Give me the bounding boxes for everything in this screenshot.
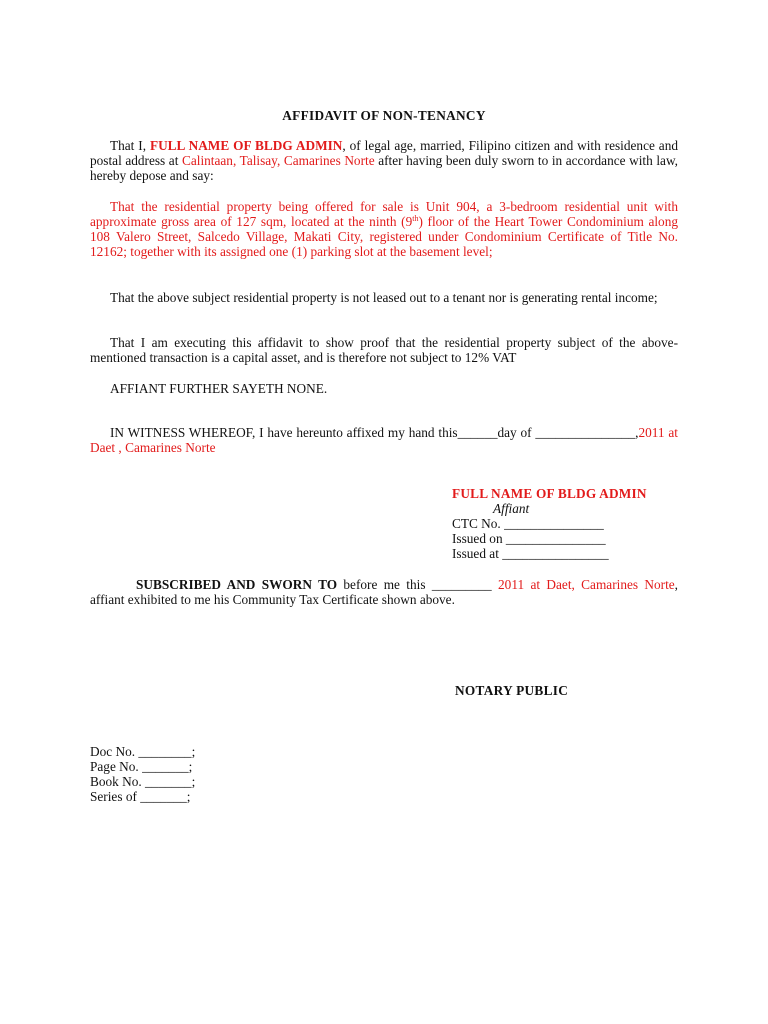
p2-text-b: ) floor of the Heart Tower Condominium along 108 Valero Street, Salcedo Village, Makati City, registered under Condominium Certificate of Title No. 12162; together with its assigned one (1) parking slot at the basement level; bbox=[90, 214, 678, 259]
affiant-signature-block bbox=[452, 486, 647, 561]
subscribed-sworn-heading: SUBSCRIBED AND SWORN TO bbox=[136, 577, 338, 592]
paragraph-not-leased: That the above subject residential property is not leased out to a tenant nor is generating rental income; bbox=[110, 290, 658, 305]
paragraph-capital-asset: That I am executing this affidavit to show proof that the residential property subject of the above-mentioned transaction is a capital asset, and is therefore not subject to 12% VAT bbox=[90, 335, 678, 365]
notarial-register-block bbox=[90, 744, 195, 804]
affiant-label: Affiant bbox=[493, 501, 530, 516]
p6-date-place: 2011 at Daet , Camarines Norte bbox=[90, 425, 678, 455]
declarant-address: Calintaan, Talisay, Camarines Norte bbox=[182, 153, 375, 168]
paragraph-sayeth-none: AFFIANT FURTHER SAYETH NONE. bbox=[110, 381, 328, 396]
p1-text-a: That I, bbox=[110, 138, 150, 153]
series-line: Series of _______; bbox=[90, 789, 191, 804]
issued-at-line: Issued at ________________ bbox=[452, 546, 609, 561]
notary-public-label: NOTARY PUBLIC bbox=[455, 683, 569, 698]
p7-date-place: 2011 at Daet, Camarines Norte bbox=[498, 577, 675, 592]
p1-text-c: after having been duly sworn to in accordance with law, hereby depose and say: bbox=[90, 153, 679, 183]
document-title: AFFIDAVIT OF NON-TENANCY bbox=[282, 108, 486, 123]
p2-superscript: th bbox=[412, 214, 419, 223]
doc-no-line: Doc No. ________; bbox=[90, 744, 196, 759]
p6-text-a: IN WITNESS WHEREOF, I have hereunto affixed my hand this______day of _______________, bbox=[110, 425, 639, 440]
issued-on-line: Issued on _______________ bbox=[452, 531, 606, 546]
paragraph-subscribed-sworn bbox=[90, 577, 678, 607]
p7-text-a: before me this _________ bbox=[337, 577, 499, 592]
declarant-name: FULL NAME OF BLDG ADMIN bbox=[149, 138, 343, 153]
paragraph-property bbox=[90, 199, 678, 259]
paragraph-witness bbox=[90, 425, 678, 455]
p2-text-a: That the residential property being offered for sale is Unit 904, a 3-bedroom residential unit with approximate gross area of 127 sqm, located at the ninth (9 bbox=[90, 199, 678, 229]
p7-text-b: , affiant exhibited to me his Community Tax Certificate shown above. bbox=[90, 577, 678, 607]
page-no-line: Page No. _______; bbox=[90, 759, 193, 774]
book-no-line: Book No. _______; bbox=[90, 774, 196, 789]
p1-text-b: , of legal age, married, Filipino citizen and with residence and postal address at bbox=[90, 138, 678, 168]
ctc-number-line: CTC No. _______________ bbox=[452, 516, 604, 531]
affiant-name: FULL NAME OF BLDG ADMIN bbox=[452, 486, 647, 501]
paragraph-declarant bbox=[90, 138, 678, 183]
